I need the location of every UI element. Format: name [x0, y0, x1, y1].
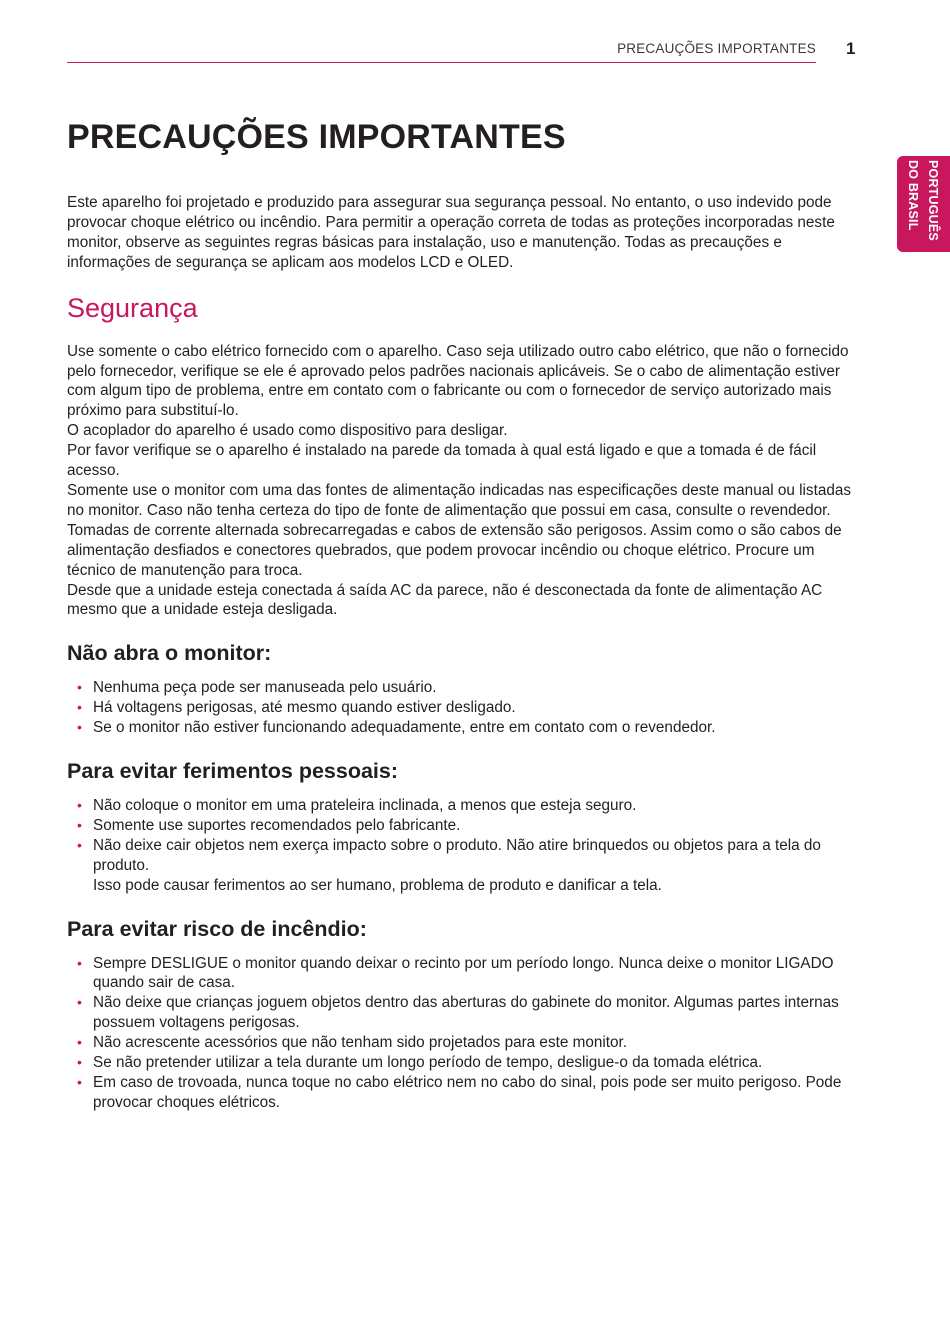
- list-item-text-continuation: Isso pode causar ferimentos ao ser humano, problema de produto e danificar a tela.: [93, 876, 662, 894]
- list-item: [67, 718, 859, 738]
- safety-paragraph: Use somente o cabo elétrico fornecido com o aparelho. Caso seja utilizado outro cabo elétrico, que não o fornecido pelo fornecedor, verifique se ele é aprovado pelos padrões nacionais aplicáveis. Se o cabo de alimentação estiver com algum tipo de problema, entre em contato com o fabricante ou com o fornecedor de serviço autorizado mais próximo para substituí-lo.: [67, 342, 849, 420]
- list-item-text: Somente use suportes recomendados pelo fabricante.: [93, 816, 461, 834]
- page-number: 1: [846, 39, 856, 58]
- list-item-text: Em caso de trovoada, nunca toque no cabo elétrico nem no cabo do sinal, pois pode ser muito perigoso. Pode provocar choques elétricos.: [93, 1074, 842, 1111]
- bullet-icon: •: [77, 679, 82, 696]
- safety-heading: Segurança: [67, 292, 198, 323]
- injury-list: [67, 796, 859, 896]
- bullet-icon: •: [77, 816, 82, 833]
- fire-list: [67, 954, 859, 1113]
- page-title: PRECAUÇÕES IMPORTANTES: [67, 118, 566, 156]
- list-item: [67, 1033, 859, 1053]
- safety-paragraph: O acoplador do aparelho é usado como dispositivo para desligar.: [67, 422, 508, 440]
- list-item: [67, 1053, 859, 1073]
- list-item-text: Não coloque o monitor em uma prateleira inclinada, a menos que esteja seguro.: [93, 797, 637, 815]
- list-item-text: Não acrescente acessórios que não tenham sido projetados para este monitor.: [93, 1034, 628, 1052]
- safety-body: [67, 342, 859, 621]
- no-open-list: [67, 678, 859, 738]
- bullet-icon: •: [77, 954, 82, 971]
- language-tab-label: [903, 160, 943, 241]
- page-header: [67, 38, 816, 63]
- language-tab-line2: DO BRASIL: [906, 160, 920, 231]
- list-item: [67, 678, 859, 698]
- list-item: [67, 698, 859, 718]
- page-content: [67, 116, 859, 1113]
- bullet-icon: •: [77, 1034, 82, 1051]
- list-item: [67, 1073, 859, 1113]
- list-item: [67, 816, 859, 836]
- safety-paragraph: Desde que a unidade esteja conectada á saída AC da parece, não é desconectada da fonte de alimentação AC mesmo que a unidade esteja desligada.: [67, 581, 823, 619]
- bullet-icon: •: [77, 719, 82, 736]
- bullet-icon: •: [77, 699, 82, 716]
- no-open-heading: Não abra o monitor:: [67, 641, 272, 666]
- list-item-text: Se não pretender utilizar a tela durante um longo período de tempo, desligue-o da tomada elétrica.: [93, 1054, 763, 1072]
- list-item-text: Não deixe cair objetos nem exerça impacto sobre o produto. Não atire brinquedos ou objetos para a tela do produto.: [93, 836, 821, 874]
- bullet-icon: •: [77, 797, 82, 814]
- bullet-icon: •: [77, 836, 82, 853]
- running-header-title: PRECAUÇÕES IMPORTANTES: [617, 41, 816, 56]
- list-item-text: Sempre DESLIGUE o monitor quando deixar o recinto por um período longo. Nunca deixe o monitor LIGADO quando sair de casa.: [93, 954, 834, 992]
- intro-paragraph: Este aparelho foi projetado e produzido para assegurar sua segurança pessoal. No entanto, o uso indevido pode provocar choque elétrico ou incêndio. Para permitir a operação correta de todas as proteções incorporadas neste monitor, observe as seguintes regras básicas para instalação, uso e manutenção. Todas as precauções e informações de segurança se aplicam aos modelos LCD e OLED.: [67, 194, 835, 271]
- safety-paragraph: Por favor verifique se o aparelho é instalado na parede da tomada à qual está ligado e que a tomada é de fácil acesso.: [67, 442, 817, 480]
- list-item: [67, 954, 859, 994]
- language-tab-line1: PORTUGUÊS: [926, 160, 940, 241]
- fire-heading: Para evitar risco de incêndio:: [67, 916, 367, 941]
- list-item-text: Há voltagens perigosas, até mesmo quando estiver desligado.: [93, 699, 516, 717]
- list-item: [67, 993, 859, 1033]
- safety-paragraph: Somente use o monitor com uma das fontes de alimentação indicadas nas especificações deste manual ou listadas no monitor. Caso não tenha certeza do tipo de fonte de alimentação que possui em casa, consulte o revendedor.: [67, 481, 851, 519]
- list-item: [67, 796, 859, 816]
- bullet-icon: •: [77, 1054, 82, 1071]
- injury-heading: Para evitar ferimentos pessoais:: [67, 759, 399, 784]
- bullet-icon: •: [77, 994, 82, 1011]
- safety-paragraph: Tomadas de corrente alternada sobrecarregadas e cabos de extensão são perigosos. Assim como o são cabos de alimentação desfiados e conectores quebrados, que podem provocar incêndio ou choque elétrico. Procure um técnico de manutenção para troca.: [67, 521, 842, 579]
- list-item-text: Nenhuma peça pode ser manuseada pelo usuário.: [93, 679, 437, 697]
- language-tab: [897, 156, 950, 252]
- list-item-text: Não deixe que crianças joguem objetos dentro das aberturas do gabinete do monitor. Algumas partes internas possuem voltagens perigosas.: [93, 994, 839, 1032]
- bullet-icon: •: [77, 1074, 82, 1090]
- list-item: [67, 836, 859, 896]
- list-item-text: Se o monitor não estiver funcionando adequadamente, entre em contato com o revendedor.: [93, 719, 716, 737]
